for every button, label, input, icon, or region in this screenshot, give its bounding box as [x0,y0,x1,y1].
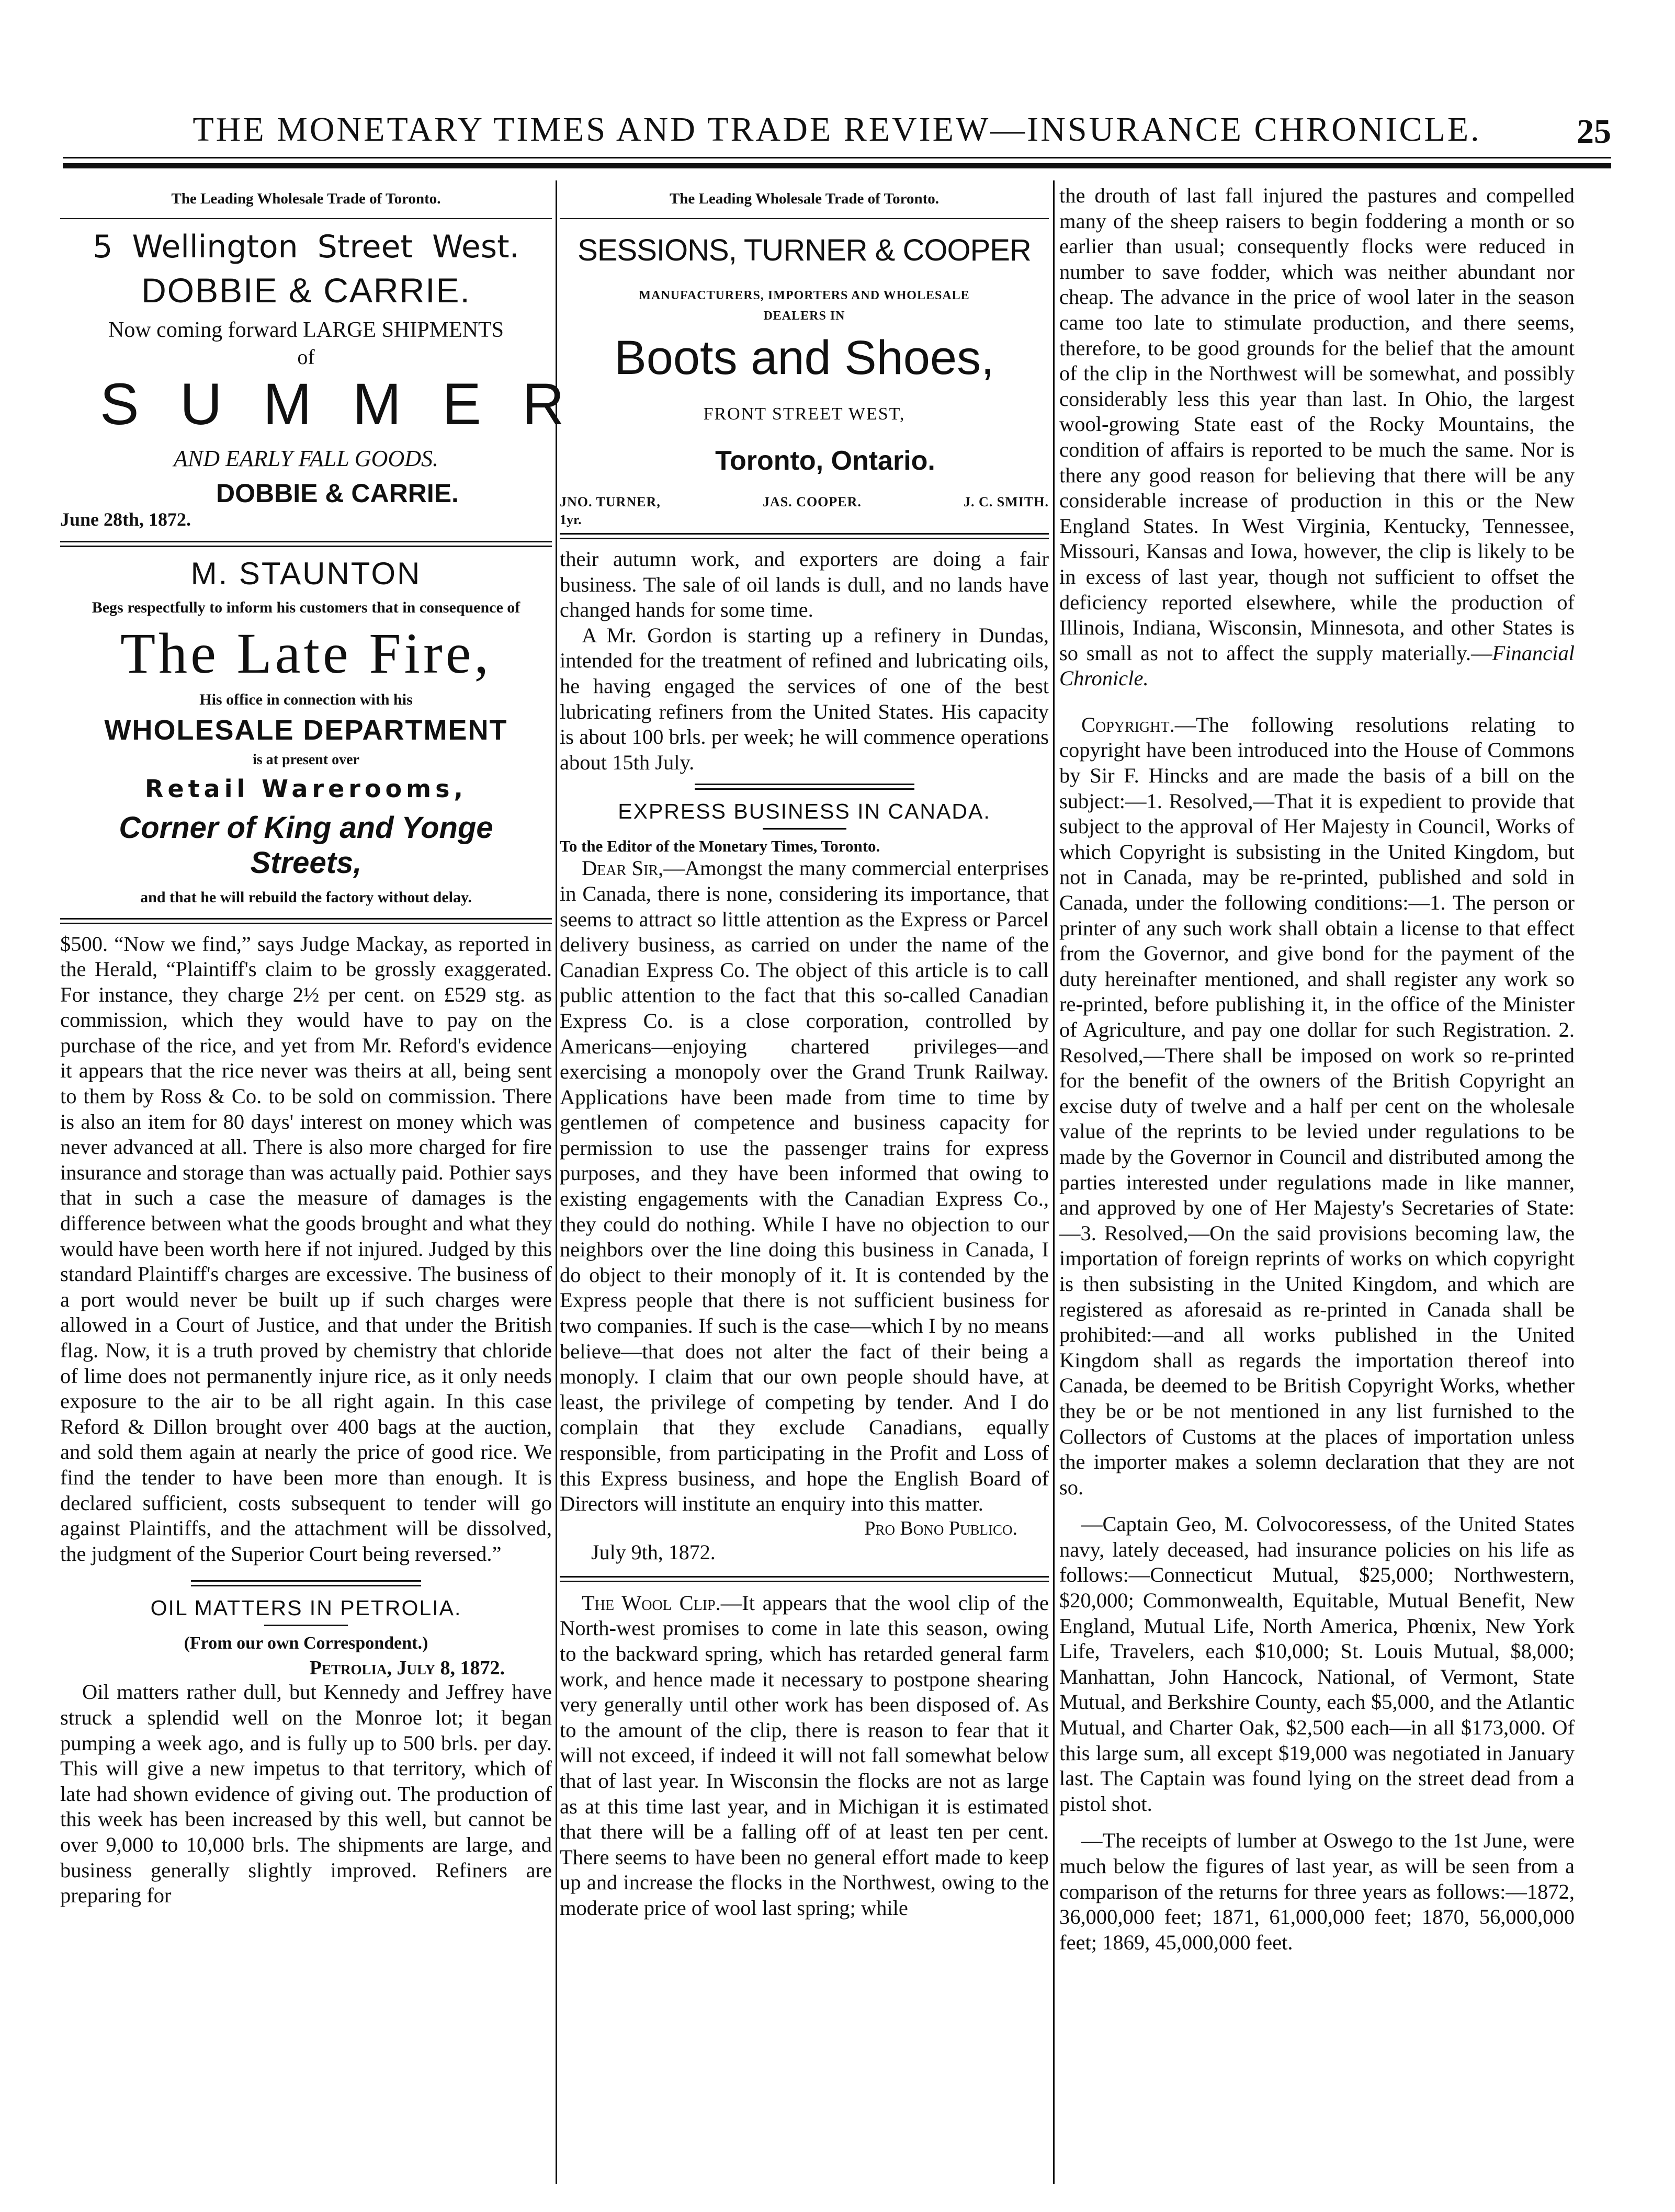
section-rule [695,784,914,790]
advert-headline: The Late Fire, [120,621,492,685]
partner-name: JAS. COOPER. [762,494,862,509]
wool-clip-lead: The Wool Clip. [582,1591,721,1615]
running-head-title: THE MONETARY TIMES AND TRADE REVIEW—INSURANCE CHRONICLE. [193,110,1481,149]
oil-matters-title: OIL MATTERS IN PETROLIA. [150,1596,462,1620]
wool-clip-continued-text: the drouth of last fall injured the pastures and compelled many of the sheep raisers to begin foddering a month or so earlier than usual; consequently flocks were reduced in number to save fodder, which was neither abundant nor cheap. The advance in the price of wool later in the season came too late to stimulate production, and there seems, therefore, to be good grounds for the belief that the amount of the clip in the Northwest will be somewhat, and possibly considerably less this year than last. In Ohio, the largest wool-growing State east of the Rocky Mountains, the condition of affairs is reported to be much the same. Nor is there any good reason for believing that there will be any considerable increase of production in this or the New England States. In West Virginia, Kentucky, Tennessee, Missouri, Kansas and Iowa, however, the clip is likely to be in excess of last year, though not sufficient to offset the deficiency reported elsewhere, while the production of Illinois, Indiana, Wisconsin, Minnesota, and other States is so small as not to affect the supply materially.— [1059,184,1575,665]
header-rule-thick [63,163,1611,168]
express-date: July 9th, 1872. [591,1540,716,1564]
advert-line: Now coming forward LARGE SHIPMENTS [108,318,504,342]
column-2 [560,183,1049,1921]
column-rule-1 [556,180,557,2184]
section-rule [60,918,552,924]
copyright-lead: Copyright. [1081,712,1175,736]
oil-dateline: Petrolia, July 8, 1872. [309,1657,505,1680]
copyright-text: —The following resolutions relating to copyright have been introduced into the House of Commons by Sir F. Hincks and are made the basis of a bill on the subject:—1. Resolved,—That it is expedient to provide that subject to the approval of Her Majesty in Council, Works of which Copyright is subsisting in the United Kingdom, but not in Canada, may be re-printed, published and sold in Canada, under the following conditions:—1. The person or printer of any such work shall obtain a license to that effect from the Governor, and give bond for the payment of the duty hereinafter mentioned, and shall register any work so re-printed, before publishing it, in the office of the Minister of Agriculture, and pay one dollar for such Registration. 2. Resolved,—There shall be imposed on work so re-printed for the benefit of the owners of the British Copyright an excise duty of twelve and a half per cent on the wholesale value of the reprints to be levied under regulations to be made by the Governor in Council and distributed among the parties interested under regulations made in like manner, and approved by one of Her Majesty's Secretaries of State:—3. Resolved,—On the said provisions becoming law, the importation of foreign reprints of works on which copyright is then subsisting in the United Kingdom, and which are registered as aforesaid as re-printed in Canada shall be prohibited:—and all works published in the United Kingdom shall as regards the importation thereof into Canada, be deemed to be British Copyright Works, whether they be or be not mentioned in any list furnished to the Collectors of Customs at the places of importation unless the importer makes a solemn declaration that they are not so. [1059,712,1575,1499]
wool-clip-source: Financial Chronicle. [1059,641,1575,690]
advert-corner: Corner of King and Yonge Streets, [119,810,493,880]
wool-clip-text: —It appears that the wool clip of the North-west promises to come in late this season, owing to the backward spring, which has retarded general farm work, and hence made it necessary to postpone shearing very generally until other work has been disposed of. As to the amount of the clip, there is reason to fear that it will not exceed, if indeed it will not fall somewhat below that of last year. In Wisconsin the flocks are not as large as at this time last year, and in Michigan it is estimated that there will be a falling off of at least ten per cent. There seems to have been no general effort made to keep up and increase the flocks in the Northwest, owing to the moderate price of wool last spring; while [560,1591,1049,1920]
section-rule [560,1576,1049,1582]
advert-line-of: of [297,345,315,369]
oil-matters-refinery: A Mr. Gordon is starting up a refinery in Dundas, intended for the treatment of refined and lubricating oils, he having engaged the services of one of the best lubricating refiners from the United States. His capacity is about 100 brls. per week; he will commence operations about 15th July. [560,623,1049,774]
title-rule [264,1625,348,1626]
oil-matters-continued: their autumn work, and exporters are doing a fair business. The sale of oil lands is dull, and no lands have changed hands for some time. [560,547,1049,622]
advert-note: 1yr. [560,512,582,527]
advert-subtitle: AND EARLY FALL GOODS. [173,446,439,471]
advert-address: 5 Wellington Street West. [93,229,519,265]
advert-present: is at present over [253,751,359,768]
advert-date: June 28th, 1872. [60,509,191,530]
advert-firm-2: DOBBIE & CARRIE. [216,479,459,508]
advert-intro: Begs respectfully to inform his customers that in consequence of [92,599,520,616]
partner-name: J. C. SMITH. [964,494,1049,509]
page-number: 25 [1577,112,1611,151]
advert-trade: MANUFACTURERS, IMPORTERS AND WHOLESALE [639,289,970,302]
express-signature: Pro Bono Publico. [864,1517,1017,1539]
advert-name: M. STAUNTON [190,556,422,591]
advert-dealers: DEALERS IN [763,309,845,323]
advert-street: FRONT STREET WEST, [703,404,906,424]
title-rule [763,828,846,830]
express-to-editor: To the Editor of the Monetary Times, Toronto. [560,837,880,856]
oil-byline: (From our own Correspondent.) [184,1634,428,1653]
running-head [63,110,1611,152]
express-letter [560,856,1049,1516]
section-rule [560,533,1049,539]
staunton-advert [60,555,552,906]
advert-header: The Leading Wholesale Trade of Toronto. [669,190,940,207]
advert-rule [560,218,1049,219]
column-rule-2 [1053,180,1055,2184]
advert-rule [60,218,552,219]
section-rule [191,1580,421,1586]
sessions-turner-cooper-advert [560,183,1049,528]
advert-partners [560,494,1049,510]
wool-clip-continued [1059,183,1575,691]
colvocoressess-article: —Captain Geo, M. Colvocoressess, of the United States navy, lately deceased, had insurance policies on his life as follows:—Connecticut Mutual, $25,000; Northwestern, $20,000; Commonwealth, Equitable, Mutual Benefit, New England, Mutual Life, North America, Phœnix, New York Life, Travelers, each $10,000; St. Louis Mutual, $8,000; Manhattan, John Hancock, National, of Vermont, State Mutual, and Berkshire County, each $5,000, and the Atlantic Mutual, and Charter Oak, $2,500 each—in all $173,000. Of this large sum, all except $19,000 was negotiated in January last. The Captain was found lying on the street dead from a pistol shot. [1059,1512,1575,1816]
column-3 [1059,183,1575,1955]
advert-city: Toronto, Ontario. [715,446,935,476]
advert-summer: SUMMER [100,371,605,437]
advert-warerooms: Retail Warerooms, [145,774,467,803]
advert-firm: SESSIONS, TURNER & COOPER [578,233,1031,267]
advert-rebuild: and that he will rebuild the factory without delay. [140,888,472,906]
wool-clip-article [560,1591,1049,1921]
oil-matters-text: Oil matters rather dull, but Kennedy and Jeffrey have struck a splendid well on the Monroe lot; it began pumping a week ago, and is fully up to 500 brls. per day. This will give a new impetus to that territory, which of late had shown evidence of giving out. The production of this week has been increased by this well, but cannot be over 9,000 to 10,000 brls. The shipments are large, and business generally slightly improved. Refiners are preparing for [60,1680,552,1908]
advert-office: His office in connection with his [199,690,413,708]
express-letter-text: —Amongst the many commercial enterprises in Canada, there is none, considering its importance, that seems to attract so little attention as the Express or Parcel delivery business, as carried on under the name of the Canadian Express Co. The object of this article is to call public attention to the fact that this so-called Canadian Express Co. is a close corporation, controlled by Americans—enjoying chartered privileges—and exercising a monopoly over the Grand Trunk Railway. Applications have been made from time to time by gentlemen of competence and business capacity for permission to use the passenger trains for express purposes, and they have been informed that owing to existing engagements with the Canadian Express Co., they could do nothing. While I have no objection to our neighbors over the line doing this business in Canada, I do object to their monoply of it. It is contended by the Express people that there is not sufficient business for two companies. If such is the case—which I by no means believe—that does not alter the fact of their being a monoply. I claim that our own people should have, at least, the privilege of competing by tender. And I do complain that they exclude Canadians, equally responsible, from participating in the Profit and Loss of this Express business, and hope the English Board of Directors will institute an enquiry into this matter. [560,856,1049,1516]
express-salutation: Dear Sir, [582,856,664,880]
advert-department: WHOLESALE DEPARTMENT [104,714,508,746]
lumber-receipts-article: —The receipts of lumber at Oswego to the 1st June, were much below the figures of last year, as will be seen from a comparison of the returns for three years as follows:—1872, 36,000,000 feet; 1871, 61,000,000 feet; 1870, 56,000,000 feet; 1869, 45,000,000 feet. [1059,1829,1575,1954]
express-business-title: EXPRESS BUSINESS IN CANADA. [618,799,991,824]
advert-header: The Leading Wholesale Trade of Toronto. [171,190,441,207]
judge-mackay-article: $500. “Now we find,” says Judge Mackay, as reported in the Herald, “Plaintiff's claim to be grossly exaggerated. For instance, they charge 2½ per cent. on £529 stg. as commission, which they would have to pay on the purchase of the rice, and yet from Mr. Reford's evidence it appears that the rice never was theirs at all, being sent to them by Ross & Co. to be sold on commission. There is also an item for 80 days' interest on money which was never advanced at all. There is also more charged for fire insurance and storage than was actually paid. Pothier says that in such a case the measure of damages is the difference between what the goods brought and what they would have been worth here if not injured. Judged by this standard Plaintiff's charges are excessive. The business of a port would never be built up if such charges were allowed in a Court of Justice, and that under the British flag. Now, it is a truth proved by chemistry that chloride of lime does not permanently injure rice, as it only needs exposure to the air to be all right again. In this case Reford & Dillon brought over 400 bags at the auction, and sold them again at nearly the price of good rice. We find the tender to have been more than enough. It is declared sufficient, costs subsequent to tender will go against Plaintiffs, and the attachment will be dissolved, the judgment of the Superior Court being reversed.” [60,932,552,1566]
advert-firm: DOBBIE & CARRIE. [141,271,471,310]
section-rule [60,541,552,547]
partner-name: JNO. TURNER, [560,494,661,509]
header-rule-thin [63,157,1611,158]
advert-product: Boots and Shoes, [614,331,994,384]
copyright-article [1059,712,1575,1500]
